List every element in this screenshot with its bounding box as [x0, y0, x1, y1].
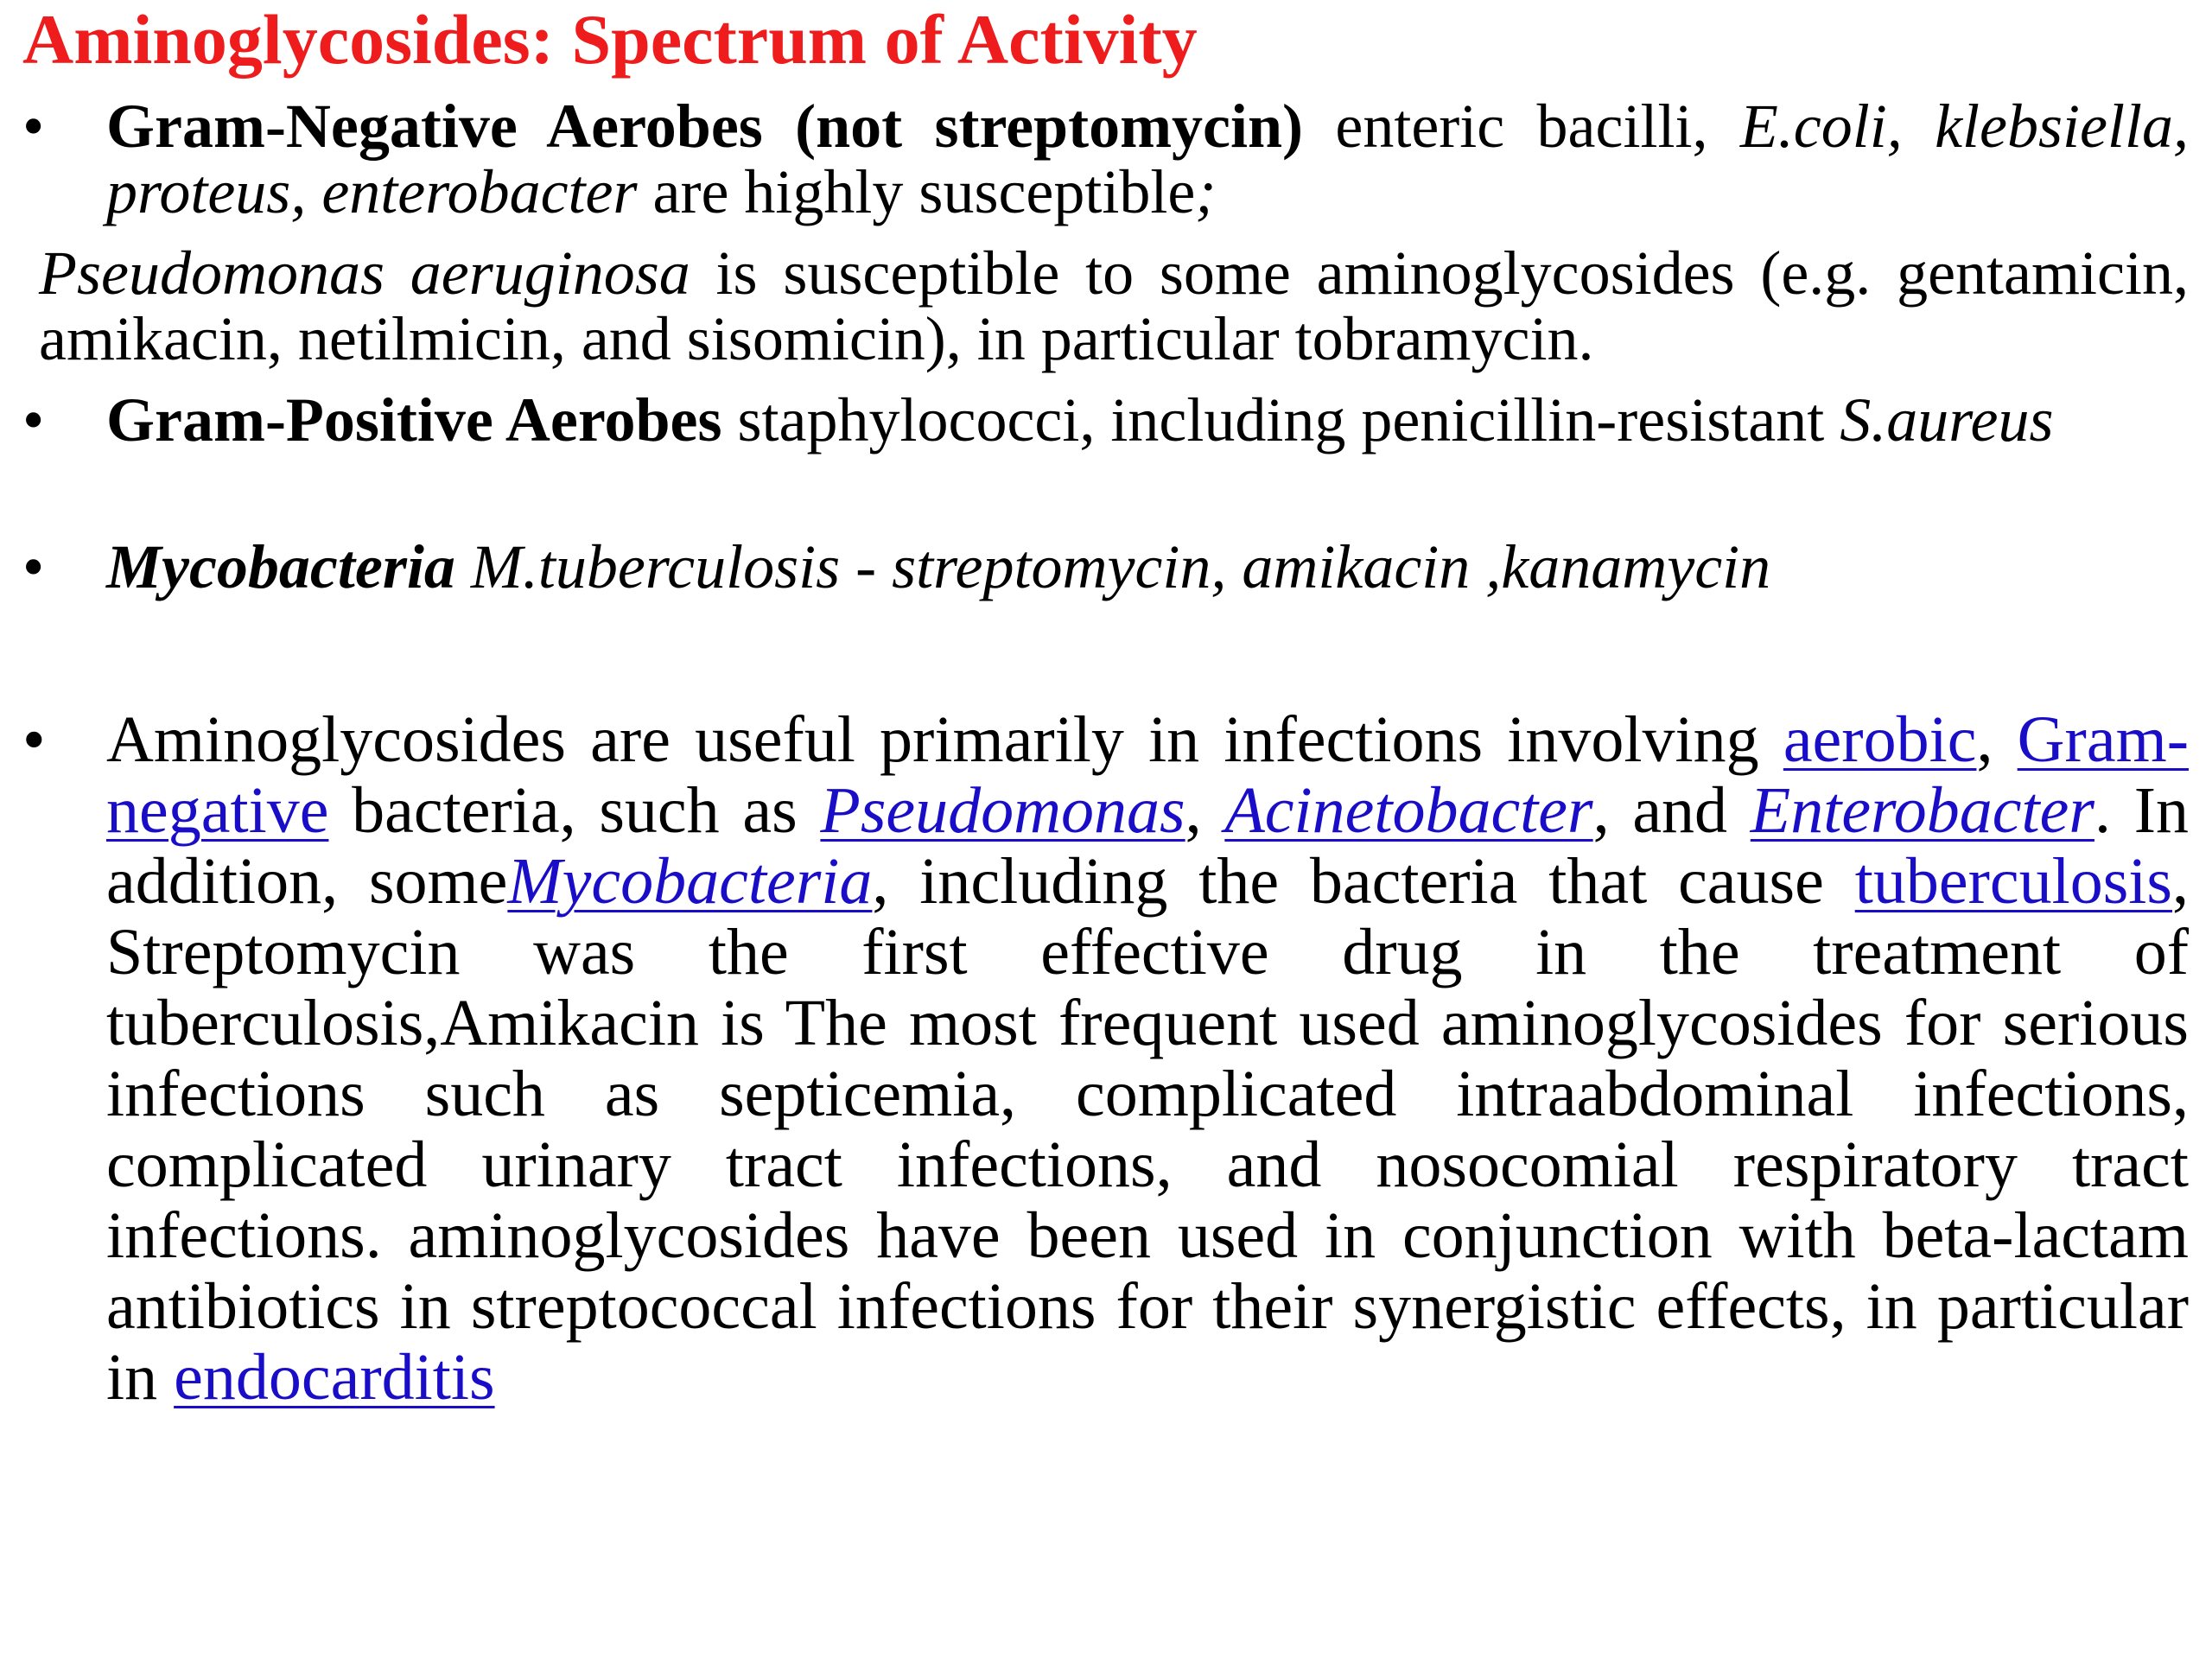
bullet-marker: • [22, 532, 45, 601]
gram-negative-semicolon: ; [1195, 157, 1217, 226]
mycobacteria-text: M.tuberculosis - streptomycin, amikacin ,kanamycin [454, 532, 1771, 601]
bullet-usefulness [22, 703, 2190, 1414]
link-acinetobacter[interactable]: Acinetobacter [1224, 774, 1593, 847]
pseudomonas-paragraph [39, 240, 2189, 372]
bullet-gram-positive [22, 385, 2189, 454]
gram-negative-organisms: E.coli, klebsiella, proteus, enterobacter [106, 92, 2189, 226]
bullet-marker: • [22, 92, 45, 161]
usefulness-text-3: bacteria, such as [328, 774, 821, 847]
usefulness-text-6: . In addition, some [106, 774, 2189, 918]
bullet-marker: • [22, 385, 45, 454]
bullet-gram-negative [22, 92, 2189, 226]
usefulness-text-7: , including the bacteria that cause [872, 845, 1855, 918]
usefulness-text-4: , [1185, 774, 1225, 847]
gram-negative-heading: Gram-Negative Aerobes (not streptomycin) [106, 92, 1304, 161]
pseudomonas-text: is susceptible to some aminoglycosides (e.g. gentamicin, amikacin, netilmicin, and sisomicin), in particular tobramycin. [39, 238, 2189, 373]
usefulness-text-1: Aminoglycosides are useful primarily in infections involving [106, 703, 1783, 776]
gram-positive-text: staphylococci, including penicillin-resistant [721, 385, 1840, 454]
usefulness-text-5: , and [1592, 774, 1751, 847]
usefulness-text-8: , Streptomycin was the first effective drug in the treatment of tuberculosis,Amikacin is The most frequent used aminoglycosides for serious infections such as septicemia, complicated intraabdominal infections, complicated urinary tract infections, and nosocomial respiratory tract infections. aminoglycosides have been used in conjunction with beta-lactam antibiotics in streptococcal infections for their synergistic effects, in particular in [106, 845, 2189, 1414]
gram-positive-organism: S.aureus [1840, 385, 2054, 454]
usefulness-text-2: , [1976, 703, 2018, 776]
link-pseudomonas[interactable]: Pseudomonas [820, 774, 1185, 847]
link-gram-negative[interactable]: Gram-negative [106, 703, 2190, 847]
slide-title: Aminoglycosides: Spectrum of Activity [22, 0, 1198, 79]
mycobacteria-heading: Mycobacteria [106, 532, 455, 601]
link-tuberculosis[interactable]: tuberculosis [1854, 845, 2172, 918]
pseudomonas-name: Pseudomonas aeruginosa [39, 238, 690, 308]
gram-positive-heading: Gram-Positive Aerobes [106, 385, 722, 454]
bullet-mycobacteria [22, 532, 2189, 601]
link-endocarditis[interactable]: endocarditis [174, 1341, 495, 1414]
link-mycobacteria[interactable]: Mycobacteria [507, 845, 873, 918]
bullet-marker: • [22, 703, 46, 776]
gram-negative-text: enteric bacilli, [1303, 92, 1740, 161]
gram-negative-susceptible: are highly susceptible [637, 157, 1196, 226]
link-enterobacter[interactable]: Enterobacter [1750, 774, 2094, 847]
link-aerobic[interactable]: aerobic [1783, 703, 1977, 776]
